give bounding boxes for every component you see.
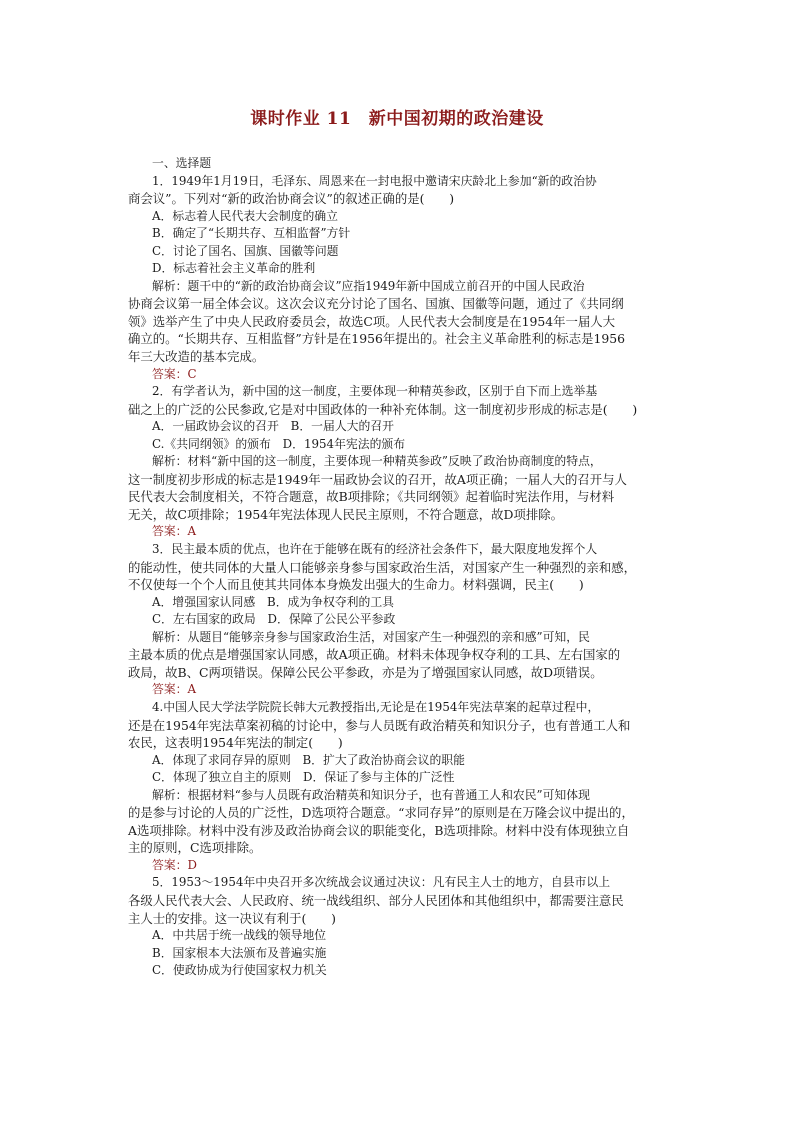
text-line: A．标志着人民代表大会制度的确立 — [152, 208, 338, 223]
answer-line: 答案：A — [152, 682, 197, 697]
text-line: A．体现了求同存异的原则 B．扩大了政治协商会议的职能 — [152, 752, 465, 767]
text-line: 这一制度初步形成的标志是1949年一届政协会议的召开，故A项正确；一届人大的召开与人 — [128, 471, 627, 487]
text-line: 无关，故C项排除；1954年宪法体现人民民主原则，不符合题意，故D项排除。 — [128, 506, 564, 522]
text-line: A选项排除。材料中没有涉及政治协商会议的职能变化，B选项排除。材料中没有体现独立自 — [128, 822, 630, 838]
text-line: B．确定了“长期共存、互相监督”方针 — [152, 226, 351, 241]
text-line: 农民，这表明1954年宪法的制定( ) — [128, 735, 343, 751]
text-line: 解析：从题目“能够亲身参与国家政治生活，对国家产生一种强烈的亲和感”可知，民 — [152, 629, 590, 644]
text-line: D．标志着社会主义革命的胜利 — [152, 261, 316, 276]
text-line: 领》选举产生了中央人民政府委员会，故选C项。人民代表大会制度是在1954年一届人大 — [128, 313, 616, 329]
text-line: 主人士的安排。这一决议有利于( ) — [128, 910, 336, 926]
text-line: A．中共居于统一战线的领导地位 — [152, 928, 327, 943]
document-body — [128, 155, 660, 980]
text-lines — [128, 173, 660, 980]
text-line: C．体现了独立自主的原则 D．保证了参与主体的广泛性 — [152, 770, 455, 785]
text-line: 4.中国人民大学法学院院长韩大元教授指出,无论是在1954年宪法草案的起草过程中， — [152, 699, 600, 714]
text-line: 民代表大会制度相关，不符合题意，故B项排除；《共同纲领》起着临时宪法作用，与材料 — [128, 489, 615, 505]
text-line: 确立的。“长期共存、互相监督”方针是在1956年提出的。社会主义革命胜利的标志是1956 — [128, 331, 626, 347]
text-line: A．一届政协会议的召开 B．一届人大的召开 — [152, 419, 394, 434]
text-line: A．增强国家认同感 B．成为争权夺利的工具 — [152, 594, 394, 609]
text-line: 政局，故B、C两项错误。保障公民公平参政，亦是为了增强国家认同感，故D项错误。 — [128, 664, 603, 680]
text-line: 各级人民代表大会、人民政府、统一战线组织、部分人民团体和其他组织中，都需要注意民 — [128, 892, 624, 908]
text-line: C．讨论了国名、国旗、国徽等问题 — [152, 243, 339, 258]
answer-line: 答案：D — [152, 857, 197, 872]
text-line: 商会议”。下列对“新的政治协商会议”的叙述正确的是( ) — [128, 191, 455, 207]
text-line: B．国家根本大法颁布及普遍实施 — [152, 945, 327, 960]
text-line: 的是参与讨论的人员的广泛性，D选项符合题意。“求同存异”的原则是在万隆会议中提出的， — [128, 805, 634, 821]
answer-line: 答案：A — [152, 524, 197, 539]
text-line: 主的原则，C选项排除。 — [128, 840, 262, 856]
text-line: C．使政协成为行使国家权力机关 — [152, 963, 327, 978]
text-line: 解析：题干中的“新的政治协商会议”应指1949年新中国成立前召开的中国人民政治 — [152, 278, 585, 293]
text-line: 年三大改造的基本完成。 — [128, 349, 265, 365]
text-line: 的能动性，使共同体的大量人口能够亲身参与国家政治生活，对国家产生一种强烈的亲和感， — [128, 559, 637, 575]
text-line: 5．1953～1954年中央召开多次统战会议通过决议：凡有民主人士的地方，自县市以上 — [152, 875, 611, 890]
answer-line: 答案：C — [152, 366, 197, 381]
text-line: 解析：材料“新中国的这一制度，主要体现一种精英参政”反映了政治协商制度的特点， — [152, 454, 602, 469]
text-line: 1．1949年1月19日，毛泽东、周恩来在一封电报中邀请宋庆龄北上参加“新的政治协 — [152, 173, 597, 188]
text-line: C．左右国家的政局 D．保障了公民公平参政 — [152, 612, 396, 627]
text-line: C.《共同纲领》的颁布 D．1954年宪法的颁布 — [152, 436, 406, 451]
section-heading: 一、选择题 — [152, 156, 212, 170]
text-line: 3．民主最本质的优点，也许在于能够在既有的经济社会条件下，最大限度地发挥个人 — [152, 542, 598, 557]
text-line: 解析：根据材料“参与人员既有政治精英和知识分子，也有普通工人和农民”可知体现 — [152, 787, 590, 802]
text-line: 还是在1954年宪法草案初稿的讨论中，参与人员既有政治精英和知识分子，也有普通工人和 — [128, 717, 631, 733]
text-line: 础之上的广泛的公民参政,它是对中国政体的一种补充体制。这一制度初步形成的标志是( ) — [128, 401, 638, 417]
text-line: 2．有学者认为，新中国的这一制度，主要体现一种精英参政，区别于自下而上选举基 — [152, 384, 598, 399]
text-line: 协商会议第一届全体会议。这次会议充分讨论了国名、国旗、国徽等问题，通过了《共同纲 — [128, 296, 624, 312]
page-title: 课时作业 11 新中国初期的政治建设 — [250, 109, 544, 129]
text-line: 不仅使每一个个人而且使其共同体本身焕发出强大的生命力。材料强调，民主( ) — [128, 577, 584, 593]
text-line: 主最本质的优点是增强国家认同感，故A项正确。材料未体现争权夺利的工具、左右国家的 — [128, 647, 621, 663]
